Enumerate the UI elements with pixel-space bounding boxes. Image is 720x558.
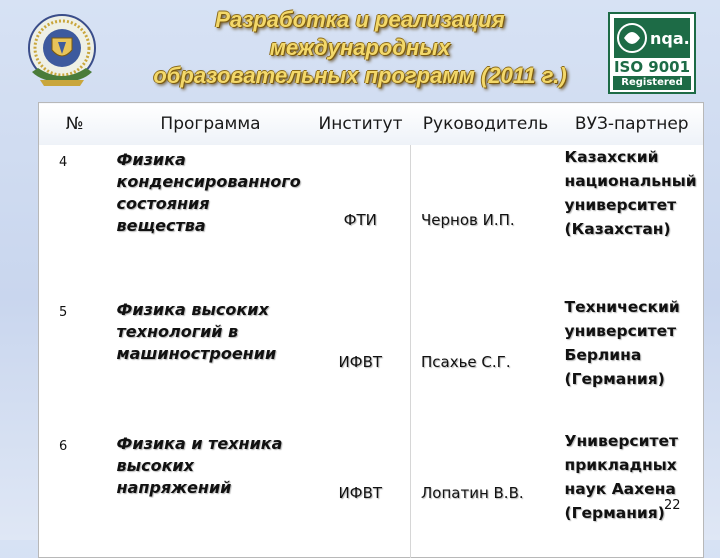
- program-line: Физика: [116, 150, 186, 169]
- header-institute: Институт: [311, 103, 411, 146]
- table-row: [39, 295, 704, 429]
- partner-line: Университет: [564, 432, 678, 450]
- slide-title: [110, 6, 610, 90]
- iso-certification-logo: [608, 12, 696, 94]
- university-crest-logo: [22, 12, 102, 88]
- header-head: Руководитель: [411, 103, 561, 146]
- program-head: Чернов И.П.: [411, 145, 561, 295]
- institute-name: ИФВТ: [338, 353, 383, 371]
- nqa-logo-mark: [614, 18, 690, 58]
- table-row: [39, 429, 704, 558]
- program-line: напряжений: [116, 478, 232, 497]
- program-line: конденсированного: [116, 172, 301, 191]
- partner-university: [561, 429, 704, 558]
- table-row: [39, 145, 704, 295]
- program-line: состояния: [116, 194, 210, 213]
- iso-standard: ISO 9001: [613, 58, 691, 76]
- partner-line: Берлина: [564, 346, 642, 364]
- institute-name: ИФВТ: [338, 484, 383, 502]
- partner-line: (Германия): [564, 504, 665, 522]
- programs-table: [38, 102, 704, 558]
- row-number: 6: [59, 439, 68, 454]
- partner-university: [561, 145, 704, 295]
- program-name: [111, 429, 311, 558]
- program-head: Лопатин В.В.: [411, 429, 561, 558]
- header-partner: ВУЗ-партнер: [561, 103, 704, 146]
- title-line-2: международных: [269, 35, 451, 60]
- partner-line: университет: [564, 322, 677, 340]
- title-line-3: образовательных программ (2011 г.): [153, 63, 567, 88]
- program-line: Физика и техника: [116, 434, 283, 453]
- row-number: 4: [59, 155, 68, 170]
- header-number: №: [39, 103, 111, 146]
- partner-university: [561, 295, 704, 429]
- nqa-brand: nqa.: [650, 29, 690, 48]
- program-line: вещества: [116, 216, 206, 235]
- institute-name: ФТИ: [343, 211, 377, 229]
- program-line: Физика высоких: [116, 300, 269, 319]
- program-name: [111, 145, 311, 295]
- title-line-1: Разработка и реализация: [215, 7, 505, 32]
- program-name: [111, 295, 311, 429]
- row-number: 5: [59, 305, 68, 320]
- iso-registered-badge: Registered: [613, 76, 691, 90]
- partner-line: национальный: [564, 172, 697, 190]
- header-program: Программа: [111, 103, 311, 146]
- partner-line: университет: [564, 196, 677, 214]
- partner-line: прикладных: [564, 456, 677, 474]
- partner-line: наук Аахена: [564, 480, 676, 498]
- partner-line: Казахский: [564, 148, 659, 166]
- program-line: технологий в: [116, 322, 239, 341]
- program-head: Псахье С.Г.: [411, 295, 561, 429]
- partner-line: (Германия): [564, 370, 665, 388]
- partner-line: Технический: [564, 298, 680, 316]
- table-header-row: [39, 103, 704, 146]
- page-number: 22: [664, 498, 681, 513]
- partner-line: (Казахстан): [564, 220, 671, 238]
- program-line: высоких: [116, 456, 194, 475]
- program-line: машиностроении: [116, 344, 277, 363]
